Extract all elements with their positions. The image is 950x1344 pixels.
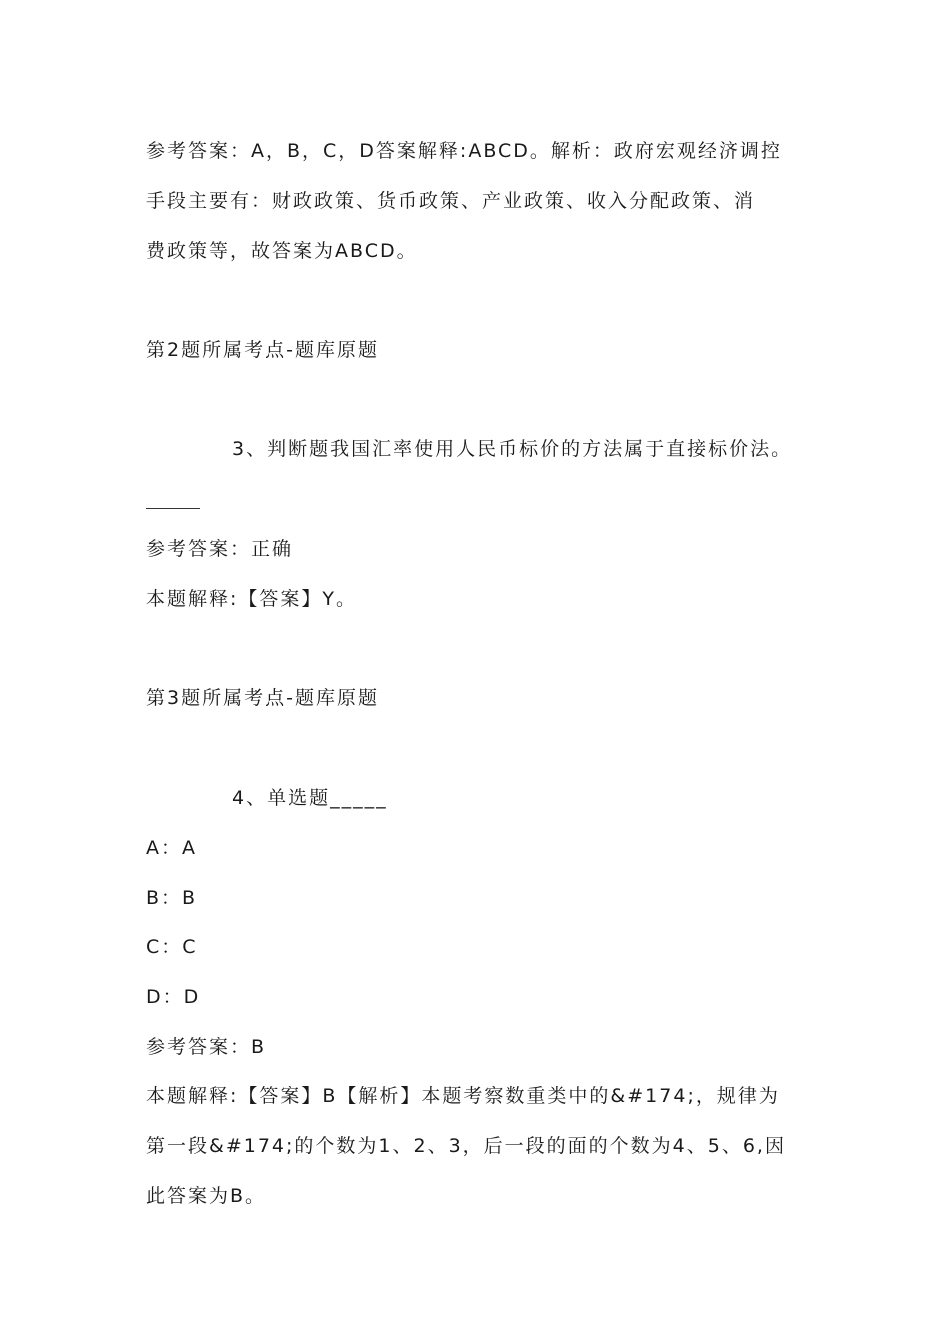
- q4-explanation-line-1: 本题解释:【答案】B【解析】本题考察数重类中的&#174;，规律为: [146, 1085, 780, 1107]
- q4-explanation-line-3: 此答案为B。: [146, 1185, 267, 1207]
- q3-exam-point: 第3题所属考点-题库原题: [146, 687, 379, 709]
- q2-answer-line-3: 费政策等，故答案为ABCD。: [146, 240, 418, 262]
- q3-explanation: 本题解释:【答案】Y。: [146, 588, 358, 610]
- q3-question: 3、判断题我国汇率使用人民币标价的方法属于直接标价法。: [232, 438, 793, 460]
- q4-option-b: B：B: [146, 887, 198, 909]
- q4-answer: 参考答案：B: [146, 1036, 267, 1058]
- q4-option-d: D：D: [146, 986, 201, 1008]
- answer-blank-rule: [146, 508, 200, 509]
- q4-question: 4、单选题_____: [232, 787, 388, 809]
- q2-answer-line-2: 手段主要有：财政政策、货币政策、产业政策、收入分配政策、消: [146, 190, 756, 212]
- q4-explanation-line-2: 第一段&#174;的个数为1、2、3，后一段的面的个数为4、5、6,因: [146, 1135, 786, 1157]
- q2-exam-point: 第2题所属考点-题库原题: [146, 339, 379, 361]
- q4-option-a: A：A: [146, 837, 197, 859]
- q2-answer-line-1: 参考答案：A，B，C，D答案解释:ABCD。解析：政府宏观经济调控: [146, 140, 782, 162]
- q4-option-c: C：C: [146, 936, 198, 958]
- q3-answer: 参考答案：正确: [146, 538, 294, 560]
